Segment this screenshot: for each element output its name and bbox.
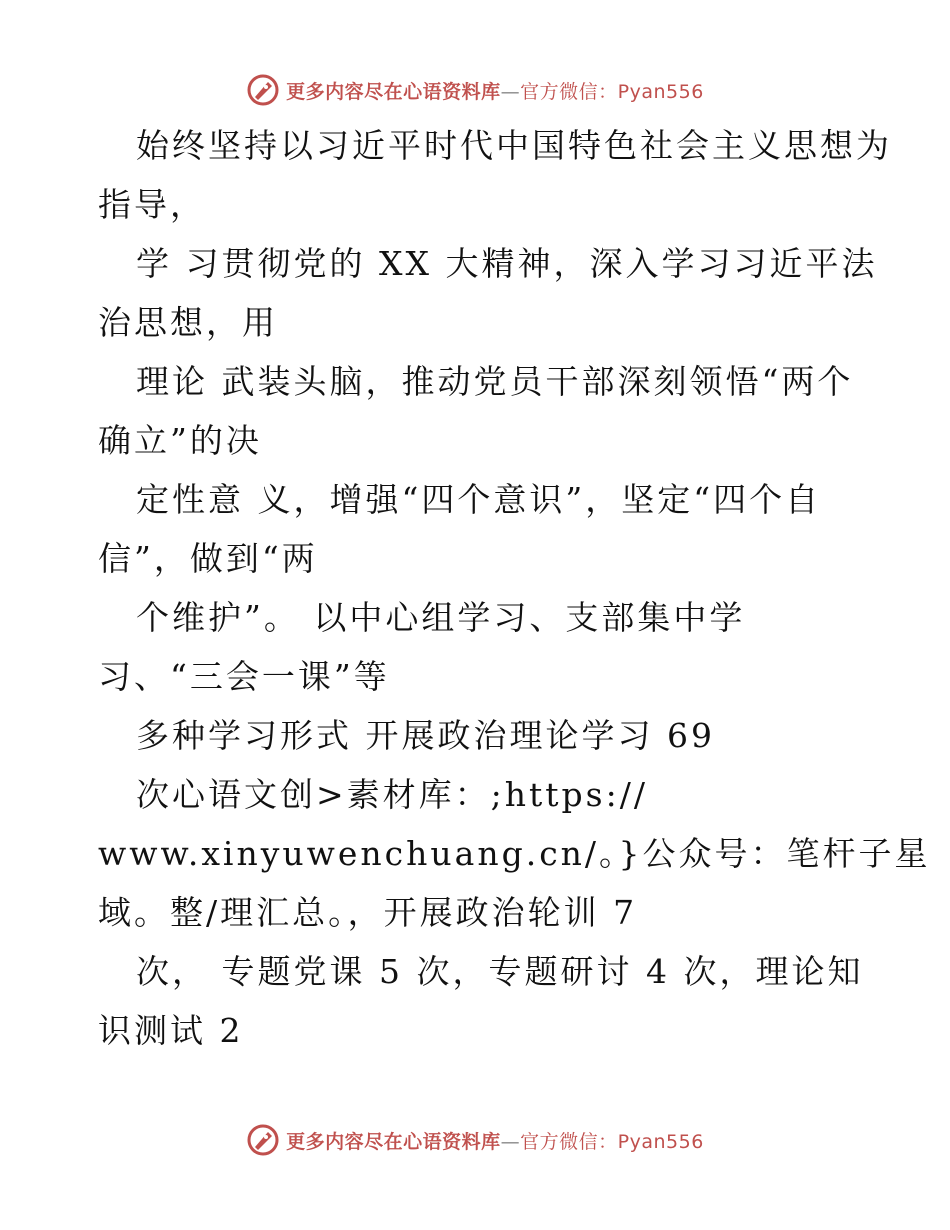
pen-nib-circle-icon [246,73,280,107]
text-line: 指导， [98,185,206,224]
pen-nib-circle-icon [246,1123,280,1157]
footer-separator: — [500,1130,521,1153]
text-line: 治思想，用 [98,303,278,342]
text-line: 学 习贯彻党的 XX 大精神，深入学习习近平法 [136,244,878,283]
text-line: 次， 专题党课 5 次，专题研讨 4 次，理论知 [136,952,864,991]
header-brand: 更多内容尽在心语资料库 [286,80,501,103]
text-line: 理论 武装头脑，推动党员干部深刻领悟“两个 [136,362,854,401]
text-line: 定性意 义，增强“四个意识”，坚定“四个自 [136,480,822,519]
text-line: 个维护”。 以中心组学习、支部集中学 [136,598,746,637]
text-line: 多种学习形式 开展政治理论学习 69 [136,716,715,755]
header-separator: — [500,80,521,103]
header-watermark [0,70,950,110]
text-line: 识测试 2 [98,1011,244,1050]
text-line: 信”，做到“两 [98,539,318,578]
footer-watermark [0,1120,950,1160]
text-line: 域。整/理汇总。，开展政治轮训 7 [98,893,638,932]
text-line: 次心语文创>素材库：;https:// [136,775,648,814]
footer-brand: 更多内容尽在心语资料库 [286,1130,501,1153]
footer-watermark-text [286,1127,704,1154]
footer-contact: 官方微信：Pyan556 [520,1130,704,1153]
header-contact: 官方微信：Pyan556 [520,80,704,103]
text-line: 习、“三会一课”等 [98,657,390,696]
text-line: 确立”的决 [98,421,262,460]
document-body [98,116,931,1060]
text-line: 始终坚持以习近平时代中国特色社会主义思想为 [136,126,892,165]
header-watermark-text [286,77,704,104]
text-line: www.xinyuwenchuang.cn/。}公众号：笔杆子星 [98,834,931,873]
